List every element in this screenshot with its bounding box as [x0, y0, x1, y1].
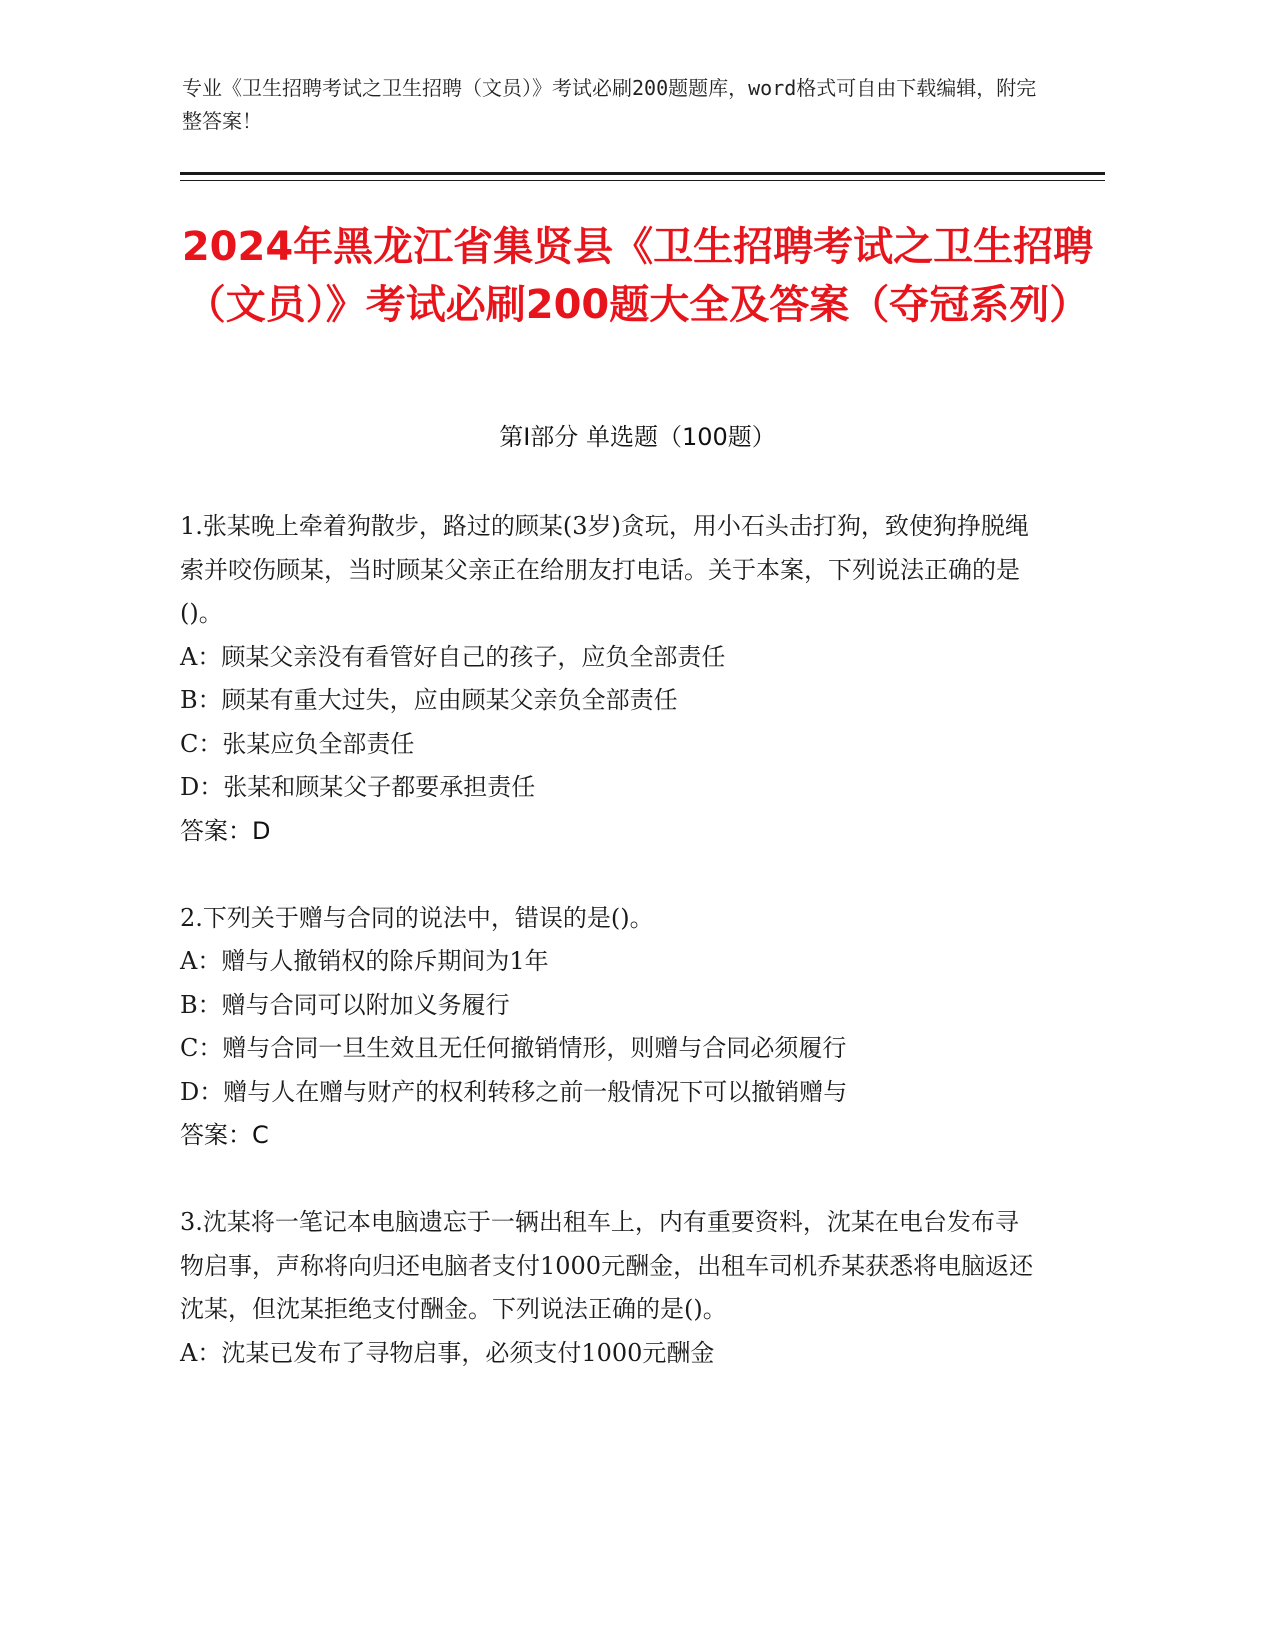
question-stem: 1.张某晚上牵着狗散步，路过的顾某(3岁)贪玩，用小石头击打狗，致使狗挣脱绳索并咬伤顾某，当时顾某父亲正在给朋友打电话。关于本案，下列说法正确的是()。: [180, 512, 1029, 627]
section-title: 第Ⅰ部分 单选题（100题）: [499, 423, 776, 451]
header-rule-thick: [180, 172, 1105, 175]
question-list: [180, 505, 1040, 1375]
question-2: [180, 897, 1040, 1158]
option-c: C：赠与合同一旦生效且无任何撤销情形，则赠与合同必须履行: [180, 1034, 847, 1062]
option-b: B：顾某有重大过失，应由顾某父亲负全部责任: [180, 686, 678, 714]
document-title: 2024年黑龙江省集贤县《卫生招聘考试之卫生招聘（文员）》考试必刷200题大全及答案（夺冠系列）: [181, 224, 1094, 328]
option-a: A：顾某父亲没有看管好自己的孩子，应负全部责任: [180, 642, 726, 671]
answer-label: 答案：D: [180, 816, 271, 845]
header-note: 专业《卫生招聘考试之卫生招聘（文员）》考试必刷200题题库，word格式可自由下载编辑，附完整答案！: [182, 76, 1037, 133]
header-rule-thin: [180, 180, 1105, 181]
option-d: D：张某和顾某父子都要承担责任: [180, 773, 536, 801]
option-c: C：张某应负全部责任: [180, 729, 415, 758]
question-stem: 3.沈某将一笔记本电脑遗忘于一辆出租车上，内有重要资料，沈某在电台发布寻物启事，声称将向归还电脑者支付1000元酬金，出租车司机乔某获悉将电脑返还沈某，但沈某拒绝支付酬金。下列说法正确的是()。: [180, 1208, 1034, 1323]
answer-label: 答案：C: [180, 1121, 269, 1149]
option-a: A：沈某已发布了寻物启事，必须支付1000元酬金: [180, 1338, 715, 1367]
option-d: D：赠与人在赠与财产的权利转移之前一般情况下可以撤销赠与: [180, 1077, 848, 1106]
question-stem: 2.下列关于赠与合同的说法中，错误的是()。: [180, 903, 654, 932]
option-a: A：赠与人撤销权的除斥期间为1年: [180, 947, 549, 975]
question-3: [180, 1201, 1040, 1375]
question-1: [180, 505, 1040, 853]
option-b: B：赠与合同可以附加义务履行: [180, 990, 510, 1019]
